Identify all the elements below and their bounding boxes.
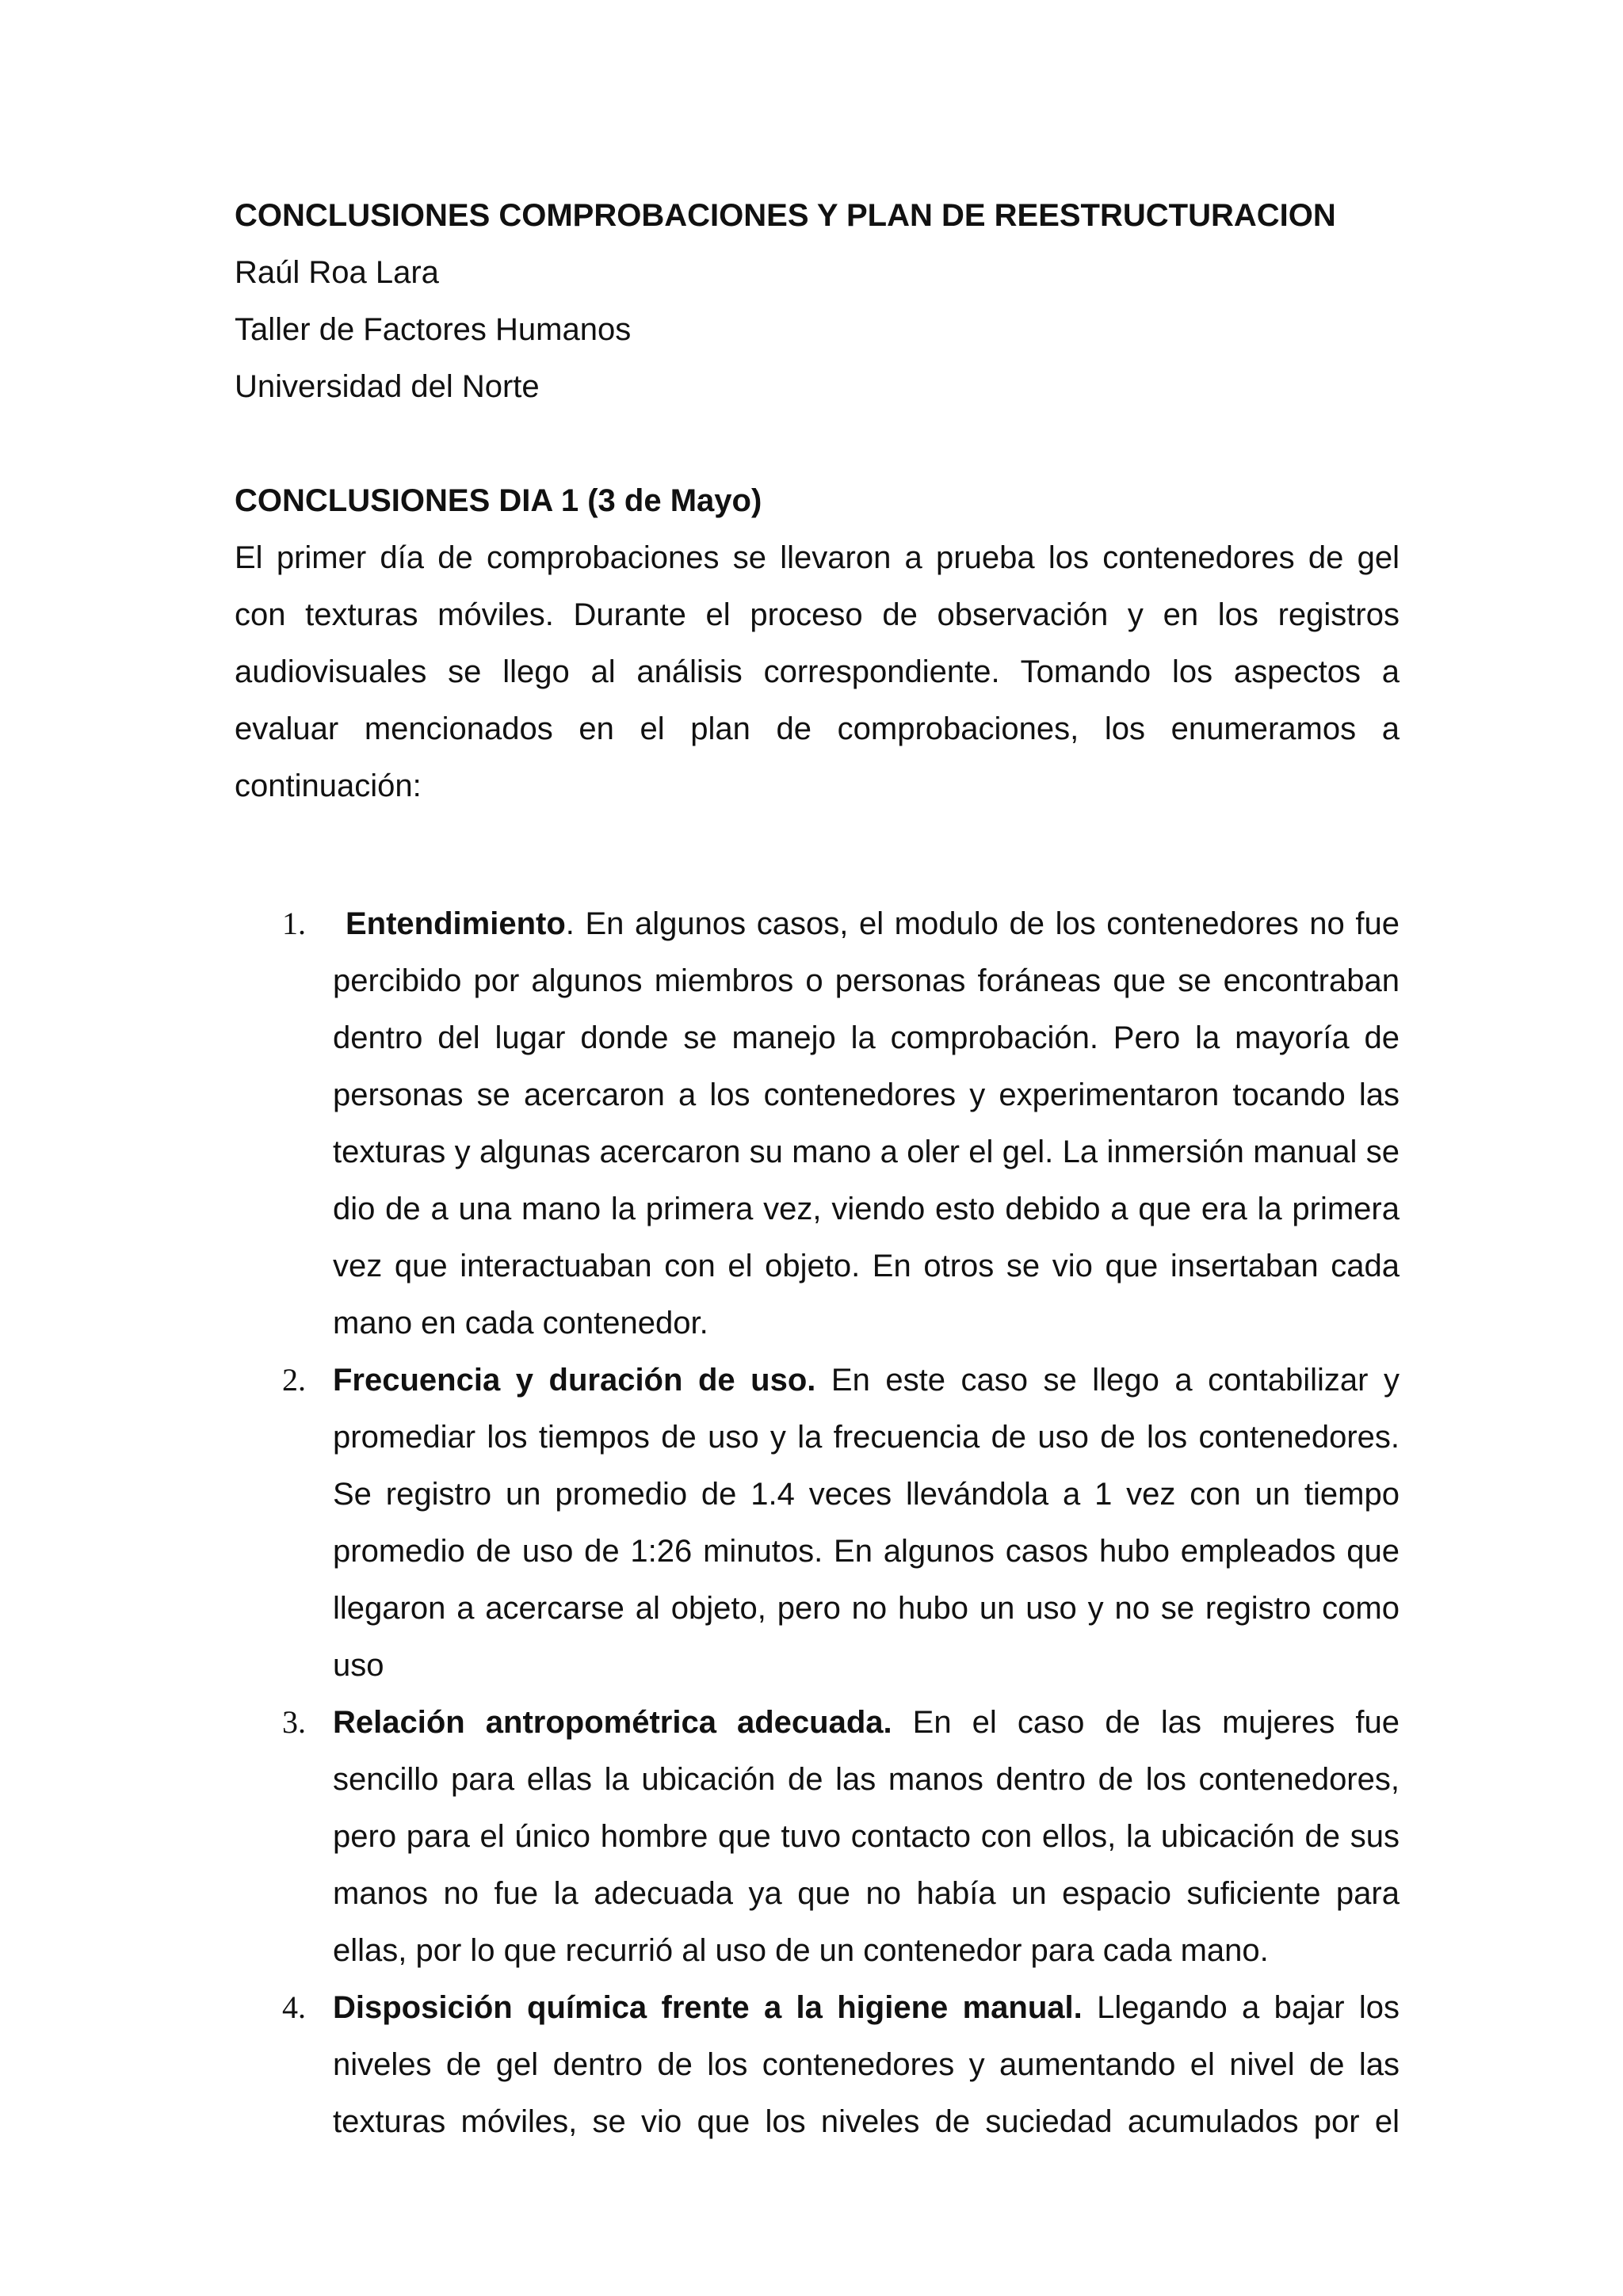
section-intro-paragraph: El primer día de comprobaciones se llevaron a prueba los contenedores de gel con texturas móviles. Durante el proceso de observación y en los registros audiovisuales se llego al análisis correspondiente. Tomando los aspectos a evaluar mencionados en el plan de comprobaciones, los enumeramos a continuación:	[235, 540, 1400, 803]
list-item-number: 3.	[282, 1704, 306, 1740]
list-item	[235, 1979, 1400, 2150]
list-item	[235, 1694, 1400, 1979]
list-item-text: . En algunos casos, el modulo de los contenedores no fue percibido por algunos miembros o personas foráneas que se encontraban dentro del lugar donde se manejo la comprobación. Pero la mayoría de personas se acercaron a los contenedores y experimentaron tocando las texturas y algunas acercaron su mano a oler el gel. La inmersión manual se dio de a una mano la primera vez, viendo esto debido a que era la primera vez que interactuaban con el objeto. En otros se vio que insertaban cada mano en cada contenedor.	[333, 906, 1400, 1341]
list-item	[235, 1352, 1400, 1694]
document-title: CONCLUSIONES COMPROBACIONES Y PLAN DE REESTRUCTURACION	[235, 198, 1336, 233]
list-item-text: En este caso se llego a contabilizar y promediar los tiempos de uso y la frecuencia de uso de los contenedores. Se registro un promedio de 1.4 veces llevándola a 1 vez con un tiempo promedio de uso de 1:26 minutos. En algunos casos hubo empleados que llegaron a acercarse al objeto, pero no hubo un uso y no se registro como uso	[333, 1363, 1400, 1683]
list-item-term: Disposición química frente a la higiene manual.	[333, 1990, 1083, 2025]
spacer	[235, 415, 1400, 472]
section-heading: CONCLUSIONES DIA 1 (3 de Mayo)	[235, 483, 762, 518]
list-item-number: 2.	[282, 1362, 306, 1398]
institution-name: Universidad del Norte	[235, 369, 540, 404]
list-item-term: Entendimiento	[346, 906, 566, 941]
course-name: Taller de Factores Humanos	[235, 312, 632, 347]
evaluation-aspects-list	[235, 895, 1400, 2150]
list-item-number: 1.	[282, 906, 306, 941]
list-item-term: Frecuencia y duración de uso.	[333, 1363, 816, 1398]
list-item-text: Llegando a bajar los niveles de gel dentro de los contenedores y aumentando el nivel de las texturas móviles, se vio que los niveles de suciedad acumulados por el	[333, 1990, 1400, 2139]
list-item-text: En el caso de las mujeres fue sencillo para ellas la ubicación de las manos dentro de los contenedores, pero para el único hombre que tuvo contacto con ellos, la ubicación de sus manos no fue la adecuada ya que no había un espacio suficiente para ellas, por lo que recurrió al uso de un contenedor para cada mano.	[333, 1705, 1400, 1968]
document-page	[235, 187, 1400, 2150]
list-item	[235, 895, 1400, 1352]
list-item-term: Relación antropométrica adecuada.	[333, 1705, 892, 1740]
author-name: Raúl Roa Lara	[235, 255, 439, 290]
list-item-number: 4.	[282, 1989, 306, 2025]
